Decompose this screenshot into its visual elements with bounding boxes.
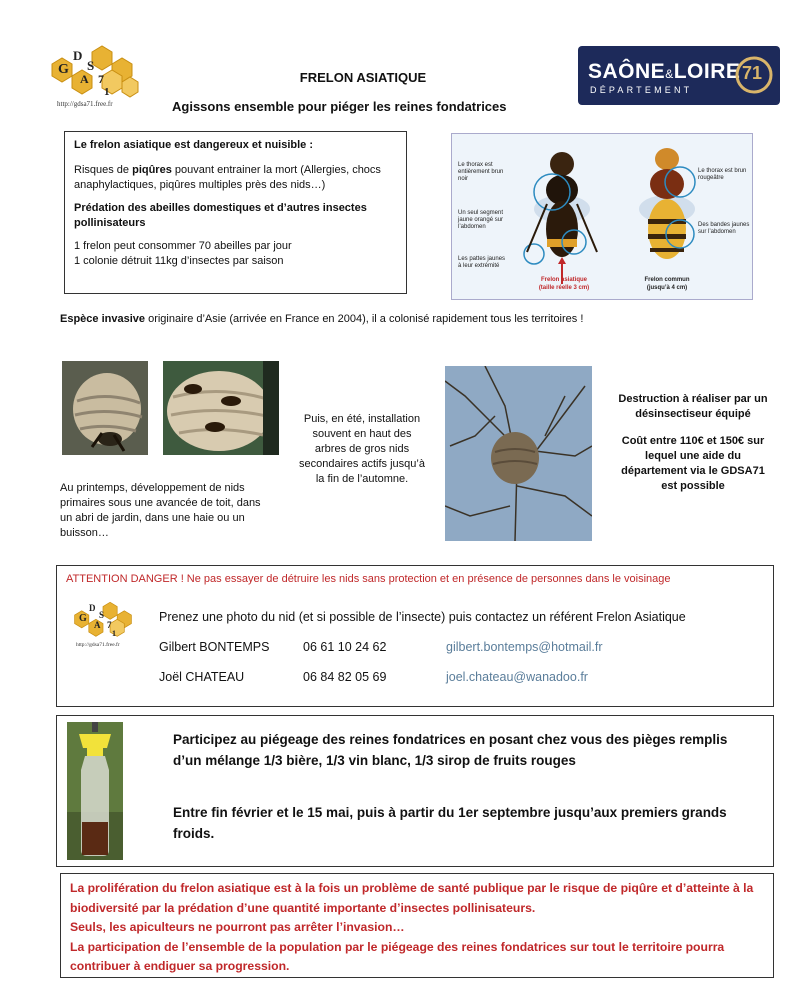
- logo-letter-g: G: [58, 62, 69, 77]
- trap-bottle-image: [67, 722, 123, 860]
- logo-letter-7: 7: [98, 72, 104, 86]
- contact-phone-1: 06 61 10 24 62: [303, 640, 387, 654]
- conclusion-line-3: La participation de l’ensemble de la population par le piégeage des reines fondatrices sur tout le territoire pourra contribuer à endiguer sa progression.: [70, 939, 725, 973]
- conclusion-line-1: La prolifération du frelon asiatique est à la fois un problème de santé publique par le risque de piqûre et d’atteinte à la biodiversité par la prédation d’une quantité importante d’insectes pollinisateurs.: [70, 881, 754, 915]
- trap-instructions: Participez au piégeage des reines fondatrices en posant chez vous des pièges remplis d’un mélange 1/3 bière, 1/3 vin blanc, 1/3 sirop de fruits rouges: [173, 732, 728, 768]
- nest-image: [62, 361, 148, 455]
- conclusion-line-2: Seuls, les apiculteurs ne pourront pas arrêter l’invasion…: [70, 920, 405, 934]
- gdsa71-logo: [40, 40, 144, 114]
- conclusion-box: [60, 873, 774, 978]
- logo-url: http://gdsa71.free.fr: [57, 100, 113, 108]
- page-subtitle: Agissons ensemble pour piéger les reines fondatrices: [172, 99, 507, 114]
- logo-letter-a: A: [80, 72, 89, 86]
- invasive-species-text: Espèce invasive originaire d’Asie (arrivée en France en 2004), il a colonisé rapidement tous les territoires !: [60, 313, 584, 325]
- risk-text: Risques de piqûres pouvant entrainer la mort (Allergies, chocs anaphylactiques, piqûres multiples près des nids…): [74, 164, 381, 191]
- logo-letter-a: A: [94, 620, 101, 630]
- summer-nest-text: Puis, en été, installation souvent en haut des arbres de gros nids secondaires actifs jusqu’à la fin de l’automne.: [299, 413, 425, 485]
- logo-amp: &: [665, 67, 674, 81]
- danger-box: [64, 131, 407, 294]
- label-thorax-asian: Le thorax est entièrement brun noir: [458, 162, 504, 182]
- stat-insects: 1 colonie détruit 11kg d’insectes par saison: [74, 255, 284, 267]
- label-legs: Les pattes jaunes à leur extrémité: [458, 256, 506, 269]
- contact-name-2: Joël CHATEAU: [159, 670, 245, 684]
- danger-warning: ATTENTION DANGER ! Ne pas essayer de détruire les nids sans protection et en présence de personnes dans le voisinage: [66, 573, 671, 585]
- nest-hornets-image: [163, 361, 279, 455]
- tree-nest-image: [445, 366, 592, 541]
- logo-letter-d: D: [73, 48, 83, 63]
- primary-nest-photo-2: [163, 361, 279, 455]
- cost-text: Coût entre 110€ et 150€ sur lequel une aide du département via le GDSA71 est possible: [621, 435, 765, 492]
- contact-email-1[interactable]: gilbert.bontemps@hotmail.fr: [446, 640, 603, 654]
- stat-bees: 1 frelon peut consommer 70 abeilles par jour: [74, 240, 292, 252]
- danger-heading: Le frelon asiatique est dangereux et nuisible :: [74, 139, 314, 151]
- logo-saone: SAÔNE: [588, 60, 666, 83]
- logo-letter-g: G: [79, 613, 87, 624]
- honeycomb-icon: [66, 598, 140, 642]
- logo-letter-1: 1: [104, 86, 110, 98]
- logo-departement: DÉPARTEMENT: [590, 85, 693, 95]
- logo-number: 71: [742, 63, 763, 83]
- primary-nest-photo-1: [62, 361, 148, 455]
- gdsa71-logo-small: [66, 598, 140, 652]
- logo-letter-1: 1: [112, 629, 116, 638]
- logo-letter-7: 7: [107, 620, 112, 630]
- contact-phone-2: 06 84 82 05 69: [303, 670, 387, 684]
- label-bands: Des bandes jaunes sur l’abdomen: [698, 222, 750, 235]
- logo-letter-s: S: [99, 610, 105, 620]
- saone-loire-logo: [578, 46, 780, 105]
- destruction-text: Destruction à réaliser par un désinsectiseur équipé: [618, 393, 768, 420]
- contact-email-2[interactable]: joel.chateau@wanadoo.fr: [446, 670, 588, 684]
- logo-letter-s: S: [87, 58, 95, 73]
- hornet-comparison-figure: [451, 133, 753, 300]
- label-thorax-common: Le thorax est brun rougeâtre: [698, 168, 747, 181]
- caption-common-size: (jusqu’à 4 cm): [646, 285, 688, 291]
- contact-instruction: Prenez une photo du nid (et si possible de l’insecte) puis contactez un référent Frelon Asiatique: [159, 610, 686, 624]
- caption-asian-hornet: Frelon asiatique: [540, 277, 587, 283]
- caption-asian-size: (taille réelle 3 cm): [538, 285, 590, 291]
- secondary-nest-photo: [445, 366, 592, 541]
- contact-name-1: Gilbert BONTEMPS: [159, 640, 270, 654]
- trap-box: [56, 715, 774, 867]
- caption-common-hornet: Frelon commun: [644, 277, 690, 283]
- logo-url: http://gdsa71.free.fr: [76, 642, 120, 648]
- predation-text: Prédation des abeilles domestiques et d’autres insectes pollinisateurs: [74, 202, 367, 229]
- label-segment: Un seul segment jaune orangé sur l’abdomen: [458, 210, 504, 230]
- logo-letter-d: D: [89, 603, 96, 613]
- logo-loire: LOIRE: [673, 60, 741, 83]
- trap-period: Entre fin février et le 15 mai, puis à partir du 1er septembre jusqu’aux premiers grands froids.: [173, 805, 727, 841]
- attention-box: [56, 565, 774, 707]
- spring-nest-text: Au printemps, développement de nids primaires sous une avancée de toit, dans un abri de jardin, dans une haie ou un buisson…: [60, 482, 261, 539]
- page-title: FRELON ASIATIQUE: [299, 70, 427, 85]
